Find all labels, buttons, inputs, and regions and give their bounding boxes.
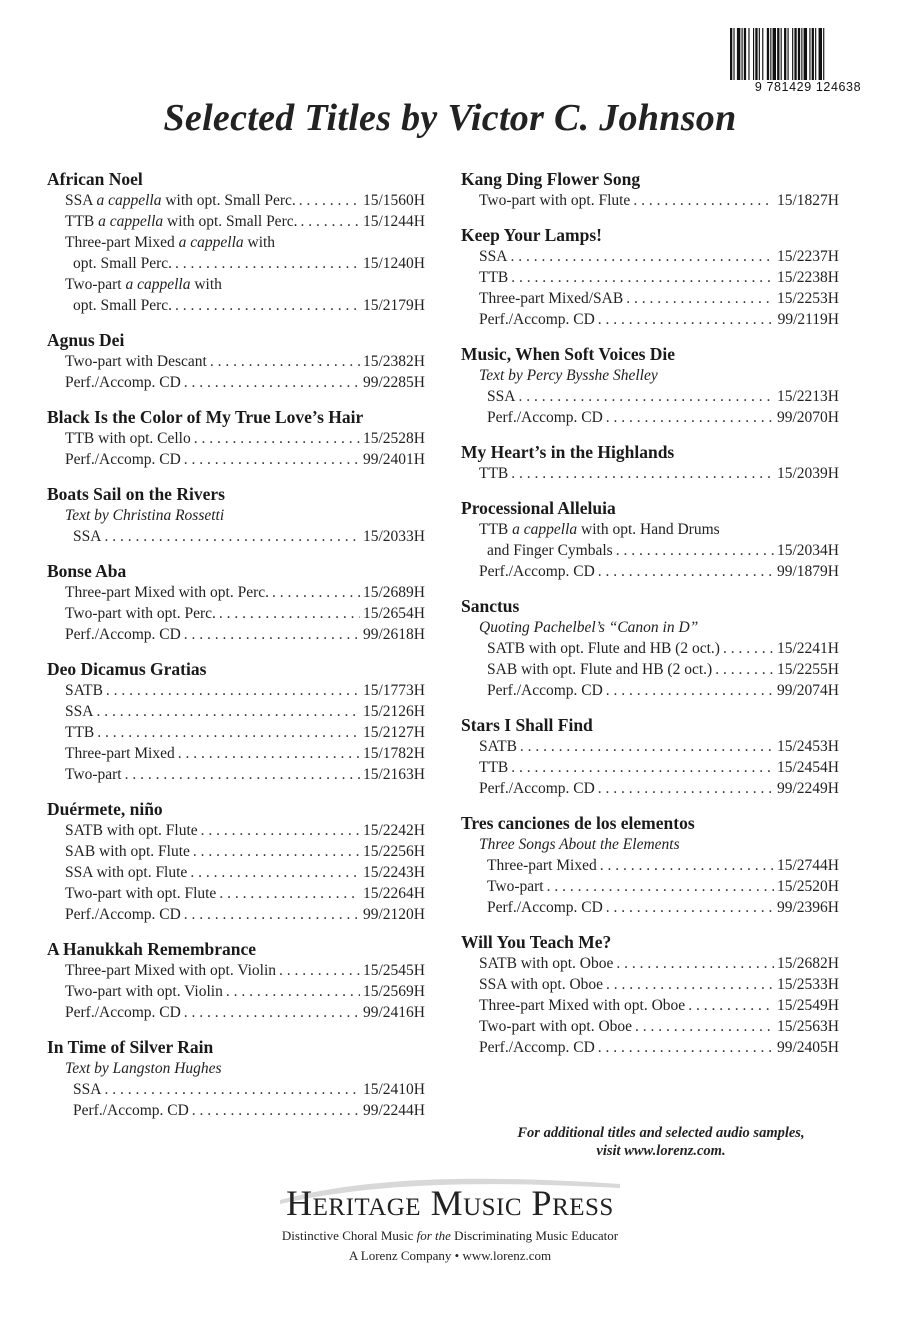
barcode-bar <box>762 28 763 80</box>
product-code: 15/2528H <box>363 430 425 447</box>
barcode-bar <box>801 28 802 80</box>
edition-row <box>461 736 839 757</box>
edition-row <box>47 1100 425 1121</box>
voicing-label: TTB <box>479 465 509 482</box>
product-code: 15/2039H <box>777 465 839 482</box>
text-credit: Text by Langston Hughes <box>65 1060 222 1077</box>
barcode-bar <box>788 28 789 80</box>
dot-leader <box>606 680 774 701</box>
product-code: 99/2416H <box>363 1004 425 1021</box>
voicing-label: Perf./Accomp. CD <box>487 899 603 916</box>
barcode-bar <box>748 28 749 80</box>
footer-note <box>461 1124 861 1160</box>
product-code: 15/2264H <box>363 885 425 902</box>
edition-row <box>461 267 839 288</box>
edition-row <box>47 526 425 547</box>
dot-leader <box>194 428 360 449</box>
barcode-bar <box>733 28 734 80</box>
voicing-label: Perf./Accomp. CD <box>65 1004 181 1021</box>
title-block <box>47 560 425 645</box>
song-title: Bonse Aba <box>47 561 127 581</box>
barcode <box>728 28 888 98</box>
product-code: 15/2213H <box>777 388 839 405</box>
edition-row <box>47 960 425 981</box>
product-code: 99/2070H <box>777 409 839 426</box>
voicing-label: SAB with opt. Flute and HB (2 oct.) <box>487 661 713 678</box>
product-code: 15/2410H <box>363 1081 425 1098</box>
dot-leader <box>598 1037 774 1058</box>
voicing-label: TTB a cappella with opt. Small Perc. <box>65 213 298 230</box>
dot-leader <box>606 897 774 918</box>
barcode-bar <box>809 28 810 80</box>
product-code: 15/2454H <box>777 759 839 776</box>
dot-leader <box>600 855 774 876</box>
title-block <box>461 931 839 1058</box>
title-block <box>461 714 839 799</box>
publisher-tagline <box>0 1228 900 1244</box>
text-credit: Three Songs About the Elements <box>479 836 680 853</box>
dot-leader <box>520 736 774 757</box>
title-block <box>461 168 839 211</box>
voicing-label: Two-part with opt. Flute <box>65 885 217 902</box>
song-title: Will You Teach Me? <box>461 932 612 952</box>
song-title: Tres canciones de los elementos <box>461 813 695 833</box>
edition-row <box>47 981 425 1002</box>
product-code: 15/2520H <box>777 878 839 895</box>
dot-leader <box>626 288 774 309</box>
barcode-bar <box>737 28 740 80</box>
barcode-bar <box>730 28 732 80</box>
voicing-label: SATB with opt. Oboe <box>479 955 614 972</box>
edition-row <box>461 246 839 267</box>
product-code: 15/2033H <box>363 528 425 545</box>
voicing-label: Perf./Accomp. CD <box>65 374 181 391</box>
voicing-label: Three-part Mixed with opt. Oboe <box>479 997 686 1014</box>
barcode-bar <box>767 28 769 80</box>
dot-leader <box>104 526 360 547</box>
voicing-label-line: TTB a cappella with opt. Hand Drums <box>479 521 720 538</box>
dot-leader <box>184 904 360 925</box>
voicing-label: Perf./Accomp. CD <box>479 780 595 797</box>
voicing-label: SSA <box>73 1081 102 1098</box>
dot-leader <box>299 190 360 211</box>
dot-leader <box>598 561 774 582</box>
voicing-label: TTB <box>479 759 509 776</box>
edition-row <box>461 463 839 484</box>
barcode-bar <box>770 28 771 80</box>
voicing-label: Three-part Mixed with opt. Perc. <box>65 584 270 601</box>
product-code: 15/2126H <box>363 703 425 720</box>
voicing-label: Perf./Accomp. CD <box>65 906 181 923</box>
barcode-bar <box>742 28 743 80</box>
voicing-label-line: Three-part Mixed a cappella with <box>65 234 276 251</box>
product-code: 99/2120H <box>363 906 425 923</box>
edition-row <box>47 883 425 904</box>
voicing-label: TTB <box>65 724 95 741</box>
voicing-label: Three-part Mixed with opt. Violin <box>65 962 277 979</box>
dot-leader <box>511 757 774 778</box>
barcode-bar <box>777 28 779 80</box>
tagline-italic: for the <box>416 1228 451 1243</box>
edition-row <box>47 211 425 232</box>
title-block <box>461 497 839 582</box>
dot-leader <box>598 309 775 330</box>
product-code: 15/1560H <box>363 192 425 209</box>
edition-row <box>47 624 425 645</box>
voicing-label: Perf./Accomp. CD <box>65 626 181 643</box>
title-block <box>461 812 839 918</box>
product-code: 15/2689H <box>363 584 425 601</box>
edition-row <box>461 190 839 211</box>
voicing-label: SSA <box>65 703 94 720</box>
product-code: 15/2241H <box>777 640 839 657</box>
title-block <box>47 483 425 547</box>
song-title: Kang Ding Flower Song <box>461 169 641 189</box>
product-code: 15/1244H <box>363 213 425 230</box>
tagline-part2: Discriminating Music Educator <box>450 1228 619 1243</box>
voicing-label: Two-part with opt. Oboe <box>479 1018 633 1035</box>
dot-leader <box>184 624 360 645</box>
dot-leader <box>175 253 360 274</box>
voicing-label: Perf./Accomp. CD <box>487 409 603 426</box>
dot-leader <box>96 701 360 722</box>
product-code: 15/2255H <box>777 661 839 678</box>
product-code: 15/2179H <box>363 297 425 314</box>
product-code: 99/2396H <box>777 899 839 916</box>
dot-leader <box>219 883 360 904</box>
title-block <box>47 938 425 1023</box>
barcode-bar <box>794 28 796 80</box>
edition-row <box>461 953 839 974</box>
song-title: African Noel <box>47 169 143 189</box>
edition-row <box>47 841 425 862</box>
left-column <box>47 168 425 1134</box>
barcode-bar <box>759 28 760 80</box>
edition-row <box>461 386 839 407</box>
product-code: 15/1773H <box>363 682 425 699</box>
voicing-label: SSA with opt. Flute <box>65 864 188 881</box>
product-code: 15/2569H <box>363 983 425 1000</box>
product-code: 15/1240H <box>363 255 425 272</box>
dot-leader <box>106 680 360 701</box>
voicing-label: Perf./Accomp. CD <box>479 563 595 580</box>
barcode-bar <box>823 28 824 80</box>
edition-row <box>461 897 839 918</box>
product-code: 15/2237H <box>777 248 839 265</box>
title-block <box>47 1036 425 1121</box>
voicing-label: SSA a cappella with opt. Small Perc. <box>65 192 296 209</box>
voicing-label: SATB with opt. Flute <box>65 822 198 839</box>
product-code: 15/2253H <box>777 290 839 307</box>
voicing-label: Perf./Accomp. CD <box>487 682 603 699</box>
voicing-label: Two-part <box>487 878 544 895</box>
right-column <box>461 168 839 1071</box>
product-code: 15/1827H <box>777 192 839 209</box>
edition-row <box>461 1037 839 1058</box>
barcode-bars <box>728 28 888 80</box>
isbn-number: 9 781429 124638 <box>754 80 862 94</box>
title-block <box>47 329 425 393</box>
edition-row <box>461 561 839 582</box>
product-code: 15/2545H <box>363 962 425 979</box>
barcode-bar <box>753 28 754 80</box>
edition-row <box>47 449 425 470</box>
product-code: 15/2533H <box>777 976 839 993</box>
dot-leader <box>616 953 774 974</box>
product-code: 15/2243H <box>363 864 425 881</box>
title-block <box>47 798 425 925</box>
edition-row <box>47 582 425 603</box>
voicing-label-line: Two-part a cappella with <box>65 276 222 293</box>
voicing-label: Two-part with opt. Flute <box>479 192 631 209</box>
edition-row <box>47 295 425 316</box>
voicing-label: SSA <box>487 388 516 405</box>
dot-leader <box>97 722 360 743</box>
product-code: 99/2405H <box>777 1039 839 1056</box>
dot-leader <box>190 862 360 883</box>
publisher-line: A Lorenz Company • www.lorenz.com <box>348 1248 552 1263</box>
edition-row <box>47 372 425 393</box>
song-title: Duérmete, niño <box>47 799 163 819</box>
text-credit: Text by Christina Rossetti <box>65 507 225 524</box>
edition-row <box>461 288 839 309</box>
title-block <box>47 168 425 316</box>
edition-row <box>47 764 425 785</box>
footer-note-line2: visit www.lorenz.com. <box>596 1143 726 1159</box>
voicing-label: SSA <box>73 528 102 545</box>
edition-row <box>461 659 839 680</box>
edition-row <box>47 1002 425 1023</box>
dot-leader <box>104 1079 360 1100</box>
edition-row <box>47 428 425 449</box>
edition-row <box>47 253 425 274</box>
barcode-bar <box>812 28 814 80</box>
voicing-label: Perf./Accomp. CD <box>479 311 595 328</box>
title-block <box>461 595 839 701</box>
product-code: 99/2119H <box>777 311 839 328</box>
edition-row <box>47 680 425 701</box>
tagline-part1: Distinctive Choral Music <box>281 1228 417 1243</box>
edition-row <box>461 974 839 995</box>
publisher-logo <box>0 1182 900 1264</box>
product-code: 99/2401H <box>363 451 425 468</box>
song-title: Agnus Dei <box>47 330 125 350</box>
product-code: 15/2453H <box>777 738 839 755</box>
edition-row <box>461 309 839 330</box>
edition-row <box>47 351 425 372</box>
barcode-bar <box>784 28 786 80</box>
dot-leader <box>688 995 774 1016</box>
title-block <box>461 224 839 330</box>
voicing-label: Two-part <box>65 766 122 783</box>
dot-leader <box>226 981 360 1002</box>
song-title: Boats Sail on the Rivers <box>47 484 225 504</box>
voicing-label: SAB with opt. Flute <box>65 843 190 860</box>
barcode-bar <box>815 28 816 80</box>
product-code: 15/2242H <box>363 822 425 839</box>
product-code: 15/1782H <box>363 745 425 762</box>
dot-leader <box>219 603 360 624</box>
product-code: 15/2382H <box>363 353 425 370</box>
product-code: 15/2549H <box>777 997 839 1014</box>
publisher-name: Heritage Music Press <box>286 1183 614 1223</box>
edition-row <box>461 995 839 1016</box>
edition-row <box>461 638 839 659</box>
edition-row <box>461 757 839 778</box>
voicing-label: Two-part with opt. Perc. <box>65 605 216 622</box>
product-code: 15/2034H <box>777 542 839 559</box>
voicing-label: Perf./Accomp. CD <box>479 1039 595 1056</box>
edition-row <box>47 743 425 764</box>
dot-leader <box>511 463 774 484</box>
product-code: 15/2744H <box>777 857 839 874</box>
product-code: 15/2256H <box>363 843 425 860</box>
song-title: Processional Alleluia <box>461 498 616 518</box>
voicing-label: SATB with opt. Flute and HB (2 oct.) <box>487 640 720 657</box>
dot-leader <box>715 659 774 680</box>
voicing-label: Two-part with Descant <box>65 353 207 370</box>
dot-leader <box>184 1002 360 1023</box>
voicing-label: Perf./Accomp. CD <box>73 1102 189 1119</box>
voicing-label: TTB <box>479 269 509 286</box>
dot-leader <box>723 638 774 659</box>
barcode-bar <box>798 28 800 80</box>
text-credit: Text by Percy Bysshe Shelley <box>479 367 658 384</box>
dot-leader <box>201 820 360 841</box>
song-title: Deo Dicamus Gratias <box>47 659 207 679</box>
product-code: 99/2074H <box>777 682 839 699</box>
edition-row <box>461 540 839 561</box>
dot-leader <box>511 267 774 288</box>
product-code: 15/2682H <box>777 955 839 972</box>
title-block <box>461 343 839 428</box>
dot-leader <box>633 190 774 211</box>
edition-row <box>47 862 425 883</box>
edition-row <box>47 820 425 841</box>
song-title: Sanctus <box>461 596 520 616</box>
dot-leader <box>635 1016 774 1037</box>
edition-row <box>461 855 839 876</box>
edition-row <box>47 190 425 211</box>
dot-leader <box>616 540 774 561</box>
dot-leader <box>606 974 774 995</box>
voicing-label: TTB with opt. Cello <box>65 430 191 447</box>
song-title: Music, When Soft Voices Die <box>461 344 676 364</box>
product-code: 15/2127H <box>363 724 425 741</box>
dot-leader <box>547 876 774 897</box>
voicing-label: and Finger Cymbals <box>487 542 613 559</box>
dot-leader <box>300 211 360 232</box>
edition-row <box>461 876 839 897</box>
text-credit: Quoting Pachelbel’s “Canon in D” <box>479 619 699 636</box>
voicing-label: Two-part with opt. Violin <box>65 983 223 1000</box>
voicing-label: opt. Small Perc. <box>73 255 173 272</box>
page-title: Selected Titles by Victor C. Johnson <box>163 97 737 139</box>
song-title: Stars I Shall Find <box>461 715 593 735</box>
song-title: Black Is the Color of My True Love’s Hair <box>47 407 364 427</box>
voicing-label: SSA with opt. Oboe <box>479 976 604 993</box>
product-code: 15/2654H <box>363 605 425 622</box>
barcode-bar <box>819 28 822 80</box>
edition-row <box>47 904 425 925</box>
product-code: 15/2563H <box>777 1018 839 1035</box>
barcode-bar <box>773 28 776 80</box>
edition-row <box>461 1016 839 1037</box>
product-code: 15/2163H <box>363 766 425 783</box>
product-code: 15/2238H <box>777 269 839 286</box>
voicing-label: Three-part Mixed <box>65 745 175 762</box>
edition-row <box>47 1079 425 1100</box>
dot-leader <box>175 295 360 316</box>
dot-leader <box>178 743 360 764</box>
dot-leader <box>279 960 360 981</box>
dot-leader <box>518 386 774 407</box>
edition-row <box>47 701 425 722</box>
edition-row <box>47 603 425 624</box>
barcode-bar <box>744 28 746 80</box>
product-code: 99/2249H <box>777 780 839 797</box>
dot-leader <box>193 841 360 862</box>
product-code: 99/1879H <box>777 563 839 580</box>
voicing-label: SSA <box>479 248 508 265</box>
voicing-label: Three-part Mixed/SAB <box>479 290 624 307</box>
barcode-bar <box>792 28 793 80</box>
voicing-label: Three-part Mixed <box>487 857 597 874</box>
title-block <box>47 406 425 470</box>
song-title: Keep Your Lamps! <box>461 225 602 245</box>
dot-leader <box>125 764 360 785</box>
dot-leader <box>210 351 360 372</box>
voicing-label: Perf./Accomp. CD <box>65 451 181 468</box>
dot-leader <box>272 582 360 603</box>
edition-row <box>461 778 839 799</box>
title-block <box>461 441 839 484</box>
barcode-bar <box>781 28 782 80</box>
voicing-label: SATB <box>65 682 103 699</box>
footer-note-line1: For additional titles and selected audio samples, <box>517 1125 805 1141</box>
product-code: 99/2618H <box>363 626 425 643</box>
dot-leader <box>184 449 360 470</box>
voicing-label: opt. Small Perc. <box>73 297 173 314</box>
edition-row <box>461 407 839 428</box>
product-code: 99/2244H <box>363 1102 425 1119</box>
barcode-bar <box>804 28 807 80</box>
dot-leader <box>510 246 774 267</box>
voicing-label: SATB <box>479 738 517 755</box>
dot-leader <box>598 778 774 799</box>
dot-leader <box>184 372 360 393</box>
barcode-bar <box>755 28 757 80</box>
dot-leader <box>192 1100 360 1121</box>
song-title: My Heart’s in the Highlands <box>461 442 675 462</box>
product-code: 99/2285H <box>363 374 425 391</box>
edition-row <box>461 680 839 701</box>
edition-row <box>47 722 425 743</box>
dot-leader <box>606 407 774 428</box>
song-title: A Hanukkah Remembrance <box>47 939 257 959</box>
song-title: In Time of Silver Rain <box>47 1037 214 1057</box>
title-block <box>47 658 425 785</box>
